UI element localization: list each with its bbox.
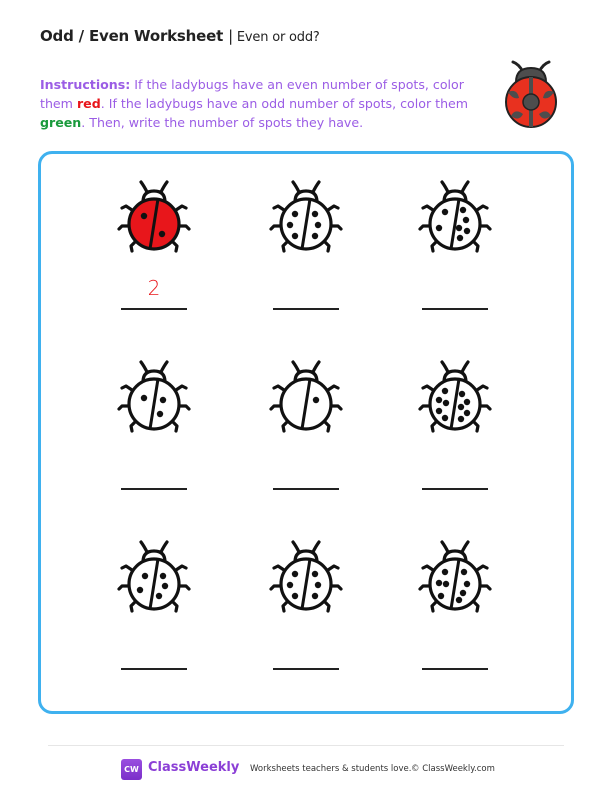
answer-blank[interactable] <box>121 488 187 490</box>
ladybug-item <box>94 358 214 508</box>
ladybug-item <box>395 538 515 688</box>
ladybug-item <box>246 538 366 688</box>
instructions-text-2: . If the ladybugs have an odd number of spots, color them <box>100 96 469 111</box>
brand-name: ClassWeekly <box>148 760 240 775</box>
instructions-text-1: If the ladybugs have an even number of spots, color them <box>40 77 464 111</box>
instructions <box>40 75 470 132</box>
instructions-label: Instructions: <box>40 77 131 92</box>
answer-blank[interactable] <box>273 488 339 490</box>
footer-tagline: Worksheets teachers & students love. <box>250 764 412 774</box>
ladybug-item <box>395 358 515 508</box>
answer-blank[interactable] <box>422 668 488 670</box>
ladybug-icon[interactable] <box>268 358 344 434</box>
answer-blank[interactable] <box>422 488 488 490</box>
ladybug-item <box>94 178 214 328</box>
page-title <box>40 27 320 45</box>
ladybug-icon[interactable] <box>417 358 493 434</box>
ladybug-icon[interactable] <box>417 178 493 254</box>
instructions-green-word: green <box>40 115 82 130</box>
answer-blank[interactable] <box>121 668 187 670</box>
ladybug-item <box>246 358 366 508</box>
instructions-red-word: red <box>76 96 101 111</box>
classweekly-logo-icon: CW <box>121 759 142 780</box>
answer-value: 2 <box>147 276 161 300</box>
footer-divider <box>48 745 564 746</box>
answer-blank[interactable] <box>273 308 339 310</box>
answer-blank[interactable] <box>273 668 339 670</box>
answer-blank[interactable] <box>422 308 488 310</box>
worksheet-subtitle: Even or odd? <box>236 30 320 45</box>
title-separator: | <box>228 27 233 45</box>
ladybug-item <box>395 178 515 328</box>
ladybug-icon[interactable] <box>116 538 192 614</box>
footer-copyright: © ClassWeekly.com <box>411 764 495 774</box>
ladybug-hero-icon <box>503 58 559 128</box>
footer <box>0 758 612 782</box>
worksheet-title: Odd / Even Worksheet <box>40 27 224 45</box>
ladybug-icon[interactable] <box>268 178 344 254</box>
ladybug-icon[interactable] <box>268 538 344 614</box>
instructions-text-3: . Then, write the number of spots they have. <box>81 115 364 130</box>
ladybug-item <box>94 538 214 688</box>
ladybug-icon[interactable] <box>417 538 493 614</box>
ladybug-item <box>246 178 366 328</box>
ladybug-icon[interactable] <box>116 358 192 434</box>
answer-blank[interactable] <box>121 308 187 310</box>
ladybug-icon[interactable] <box>116 178 192 254</box>
